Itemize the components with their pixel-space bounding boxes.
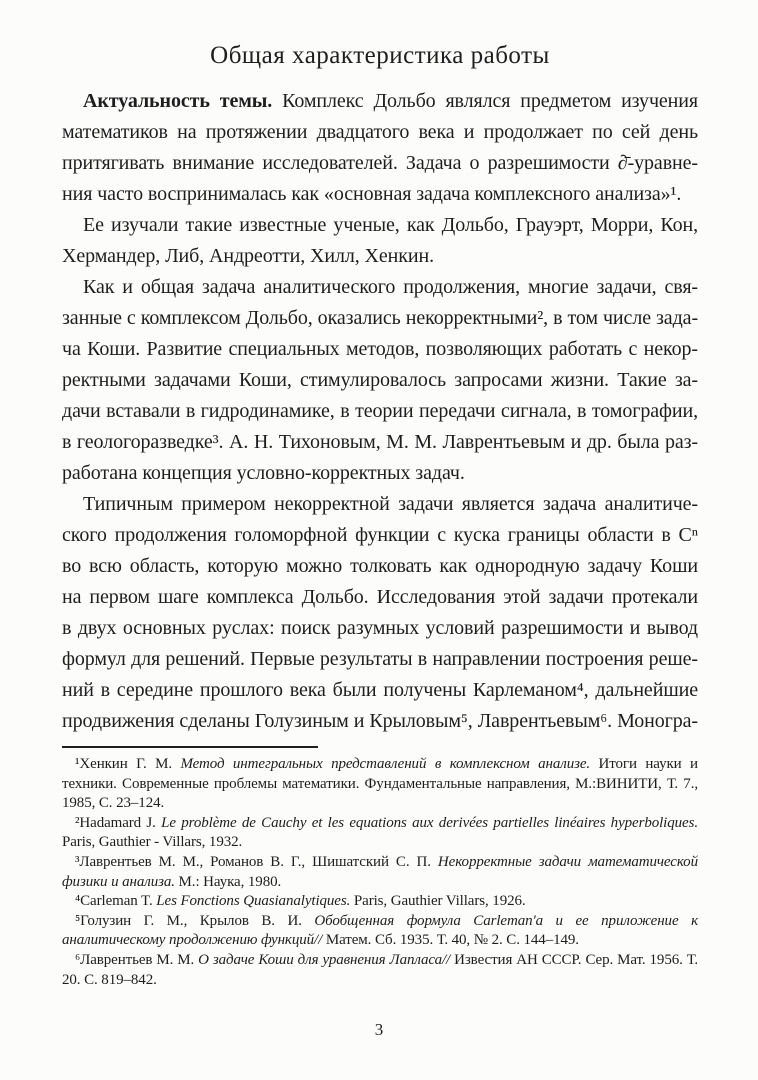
paragraph-lead-bold: Актуальность темы. <box>83 90 273 112</box>
text-line: Как и общая задача аналитического продолжения, многие задачи, свя- <box>83 276 698 298</box>
footnote-marker: ⁴ <box>75 893 81 910</box>
footnote-authors: Лаврентьев М. М., Романов В. Г., Шишатский С. П. <box>79 853 438 870</box>
footnote-source: Paris, Gauthier Villars, 1926. <box>350 893 526 910</box>
paragraph-typical-example <box>62 489 698 737</box>
footnote-3 <box>62 853 698 892</box>
footnote-authors: Carleman T. <box>80 893 157 910</box>
footnote-6 <box>62 951 698 990</box>
text-line-rest: Комплекс Дольбо являлся предметом изучения <box>272 90 698 112</box>
text-line: ний в середине прошлого века были получены Карлеманом⁴, дальнейшие <box>62 679 698 701</box>
footnote-title: Les Fonctions Quasianalytiques. <box>156 893 351 910</box>
text-line: во всю область, которую можно толковать как однородную задачу Коши <box>62 555 698 577</box>
footnote-1 <box>62 755 698 814</box>
text-line: притягивать внимание исследователей. Задача о разрешимости ∂̄-уравне- <box>62 152 698 174</box>
footnote-marker: ³ <box>75 853 80 870</box>
paragraph-ill-posed <box>62 272 698 489</box>
footnote-marker: ⁶ <box>75 951 81 968</box>
text-line: математиков на протяжении двадцатого века и продолжает по сей день <box>62 121 698 143</box>
footnote-source: М.: Наука, 1980. <box>174 873 282 890</box>
footnote-source: Итоги науки и техники. Современные проблемы математики. Фундаментальные направления, М.:ВИНИТИ, Т. 7., 1985, С. 23–124. <box>62 756 698 812</box>
footnote-5 <box>62 912 698 951</box>
footnote-authors: Hadamard J. <box>79 814 162 831</box>
text-line: занные с комплексом Дольбо, оказались некорректными², в том числе зада- <box>62 307 698 329</box>
page-number: 3 <box>374 1020 384 1039</box>
text-line <box>62 86 698 117</box>
text-line: ния часто воспринималась как «основная задача комплексного анализа»¹. <box>62 183 682 205</box>
text-line: ского продолжения голоморфной функции с куска границы области в Cⁿ <box>62 524 698 546</box>
footnote-marker: ⁵ <box>75 912 81 929</box>
footnote-2 <box>62 814 698 853</box>
text-line: в геологоразведке³. А. Н. Тихоновым, М. М. Лаврентьевым и др. была раз- <box>62 431 698 453</box>
text-line: ректными задачами Коши, стимулировалось запросами жизни. Такие за- <box>62 369 698 391</box>
footnote-source: Известия АН СССР. Сер. Мат. 1956. Т. 20. С. 819–842. <box>62 951 698 988</box>
text-line: Хермандер, Либ, Андреотти, Хилл, Хенкин. <box>62 245 434 267</box>
footnote-title: Метод интегральных представлений в комплексном анализе. <box>180 756 591 772</box>
footnote-title: Обобщенная формула Carleman'a и ее приложение к аналитическому продолжению функций// <box>62 912 698 949</box>
footnote-4 <box>62 892 698 912</box>
text-line: на первом шаге комплекса Дольбо. Исследования этой задачи протекали <box>62 586 698 608</box>
paragraph-actuality <box>62 86 698 210</box>
footnote-marker: ² <box>75 814 80 831</box>
footnote-source: Матем. Сб. 1935. Т. 40, № 2. С. 144–149. <box>322 932 579 949</box>
footnote-authors: Лаврентьев М. М. <box>80 951 199 968</box>
text-line: в двух основных руслах: поиск разумных условий разрешимости и вывод <box>62 617 698 639</box>
text-line: Ее изучали такие известные ученые, как Дольбо, Грауэрт, Морри, Кон, <box>83 214 698 236</box>
text-line: формул для решений. Первые результаты в направлении построения реше- <box>62 648 698 670</box>
page-content <box>62 42 698 990</box>
footnote-title: О задаче Коши для уравнения Лапласа// <box>198 951 451 968</box>
footnote-title: Le problème de Cauchy et les equations aux derivées partielles linéaires hyperboliques. <box>161 814 698 831</box>
paragraph-scientists <box>62 210 698 272</box>
footnote-source: Paris, Gauthier - Villars, 1932. <box>62 834 243 851</box>
body-text <box>62 86 698 737</box>
text-line: продвижения сделаны Голузиным и Крыловым⁵, Лаврентьевым⁶. Моногра- <box>62 710 698 732</box>
footnotes-block <box>62 755 698 990</box>
footnote-marker: ¹ <box>75 756 80 772</box>
footnote-separator <box>62 746 318 748</box>
text-line: дачи вставали в гидродинамике, в теории передачи сигнала, в томографии, <box>62 400 698 422</box>
text-line: Типичным примером некорректной задачи является задача аналитиче- <box>83 493 698 515</box>
text-line: работана концепция условно-корректных задач. <box>62 462 465 484</box>
text-line: ча Коши. Развитие специальных методов, позволяющих работать с некор- <box>62 338 698 360</box>
footnote-title: Некорректные задачи математической физики и анализа. <box>62 853 698 890</box>
footnote-authors: Голузин Г. М., Крылов В. И. <box>80 912 315 929</box>
page-title: Общая характеристика работы <box>210 42 550 69</box>
footnote-authors: Хенкин Г. М. <box>79 756 181 772</box>
